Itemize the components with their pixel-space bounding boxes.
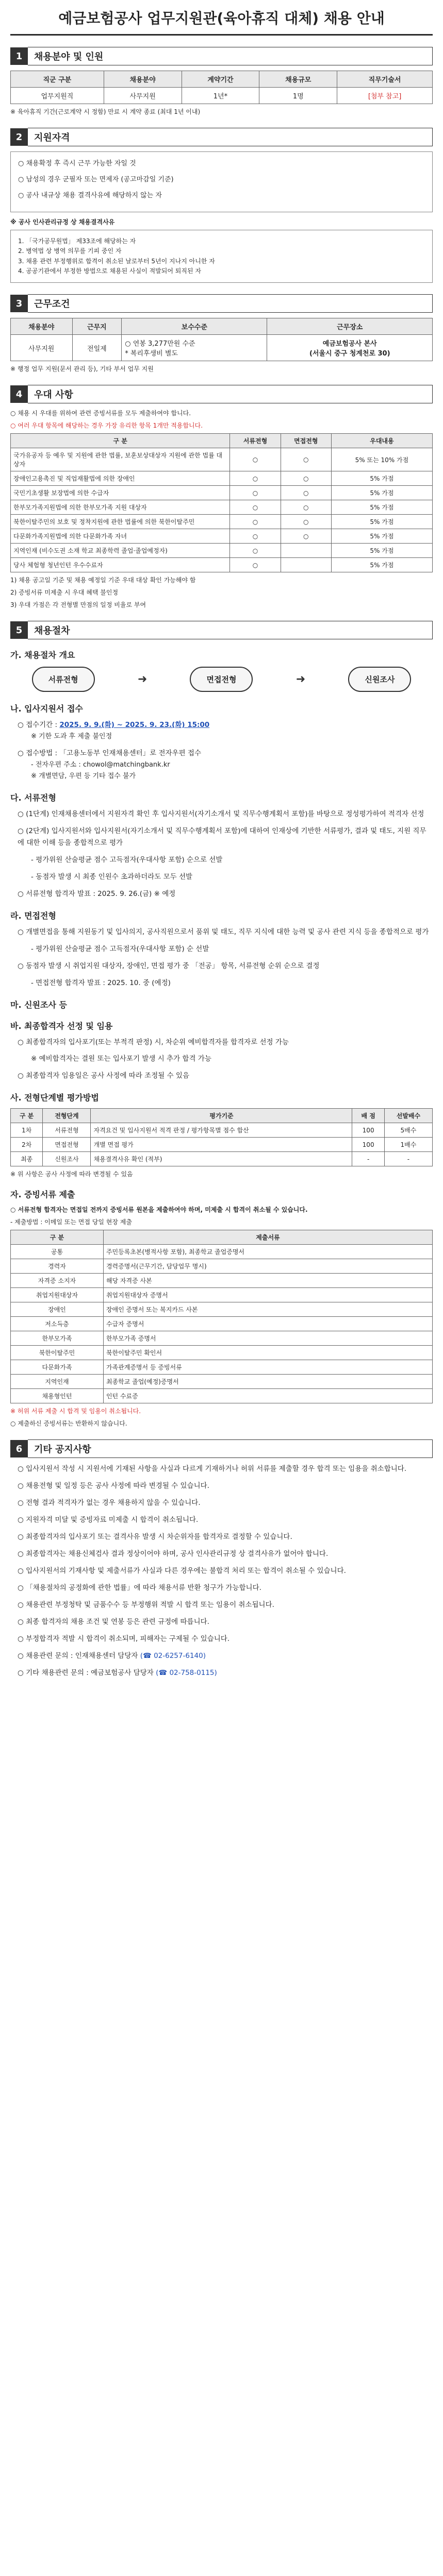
section-number: 2 — [10, 128, 28, 146]
table-cell: ○ — [230, 515, 281, 529]
email-line[interactable]: - 전자우편 주소 : chowol@matchingbank.kr — [31, 760, 170, 769]
table-header: 구 분 — [11, 1230, 104, 1245]
table-cell: 취업지원대상자 — [11, 1288, 104, 1302]
list-item: ○ 최종 합격자의 채용 조건 및 연봉 등은 관련 규정에 따릅니다. — [18, 1617, 209, 1626]
table-row — [11, 544, 433, 558]
table-row — [11, 1288, 433, 1302]
list-item: ○ (1단계) 인재채용센터에서 지원자격 확인 후 입사지원서(자기소개서 및 직무수행계획서 포함)를 바탕으로 정성평가하여 적격자 선정 — [18, 810, 424, 819]
list-item: 2. 병역법 상 병역 의무를 기피 중인 자 — [18, 247, 122, 255]
table-cell: 국민기초생활 보장법에 의한 수급자 — [11, 486, 230, 500]
table-cell: 5% 가점 — [331, 515, 432, 529]
table-header: 구 분 — [11, 1109, 43, 1123]
table-cell: 사무지원 — [11, 335, 73, 361]
section-number: 1 — [10, 47, 28, 65]
table-cell: 전일제 — [72, 335, 122, 361]
table-cell: 북한이탈주민 확인서 — [103, 1346, 432, 1360]
subsection-title: 자. 증빙서류 제출 — [10, 1190, 75, 1200]
subsection-title: 사. 전형단계별 평가방법 — [10, 1093, 99, 1103]
table-cell: 한부모가족 — [11, 1331, 104, 1346]
table-cell: 지역인재 — [11, 1375, 104, 1389]
table-cell: 100 — [352, 1123, 384, 1138]
table-note: ○ 제출하신 증빙서류는 반환하지 않습니다. — [10, 1420, 127, 1428]
section-title: 지원자격 — [28, 128, 433, 146]
table-cell: 장애인 — [11, 1302, 104, 1317]
notice-list — [10, 1463, 433, 1679]
table-cell: 수급자 증명서 — [103, 1317, 432, 1331]
table-header: 평가기준 — [91, 1109, 352, 1123]
table-cell: 100 — [352, 1138, 384, 1152]
table-cell: 1명 — [259, 88, 337, 104]
table-header: 직무기술서 — [337, 71, 433, 88]
table-header: 계약기간 — [182, 71, 259, 88]
table-cell: ○ — [281, 529, 331, 544]
table-row — [11, 1331, 433, 1346]
table-header: 직군 구분 — [11, 71, 104, 88]
table-header: 근무장소 — [267, 318, 433, 335]
section-4-header — [10, 385, 433, 403]
flow-step: 면접전형 — [190, 667, 253, 692]
table-row — [11, 1123, 433, 1138]
table-note: ※ 허위 서류 제출 시 합격 및 임용이 취소됩니다. — [10, 1408, 141, 1415]
table-cell: ○ — [230, 448, 281, 471]
section-title: 기타 공지사항 — [28, 1439, 433, 1458]
disqualification-title: ※ 공사 인사관리규정 상 채용결격사유 — [10, 218, 115, 226]
list-item — [18, 748, 433, 782]
table-header: 구 분 — [11, 434, 230, 448]
list-item: 3. 채용 관련 부정행위로 합격이 취소된 날로부터 5년이 지나지 아니한 자 — [18, 257, 215, 265]
table-cell: 장애인 증명서 또는 복지카드 사본 — [103, 1302, 432, 1317]
table-cell: 5% 또는 10% 가점 — [331, 448, 432, 471]
table-cell: ○ — [230, 500, 281, 515]
table-row — [11, 448, 433, 471]
table-cell: 지역인재 (비수도권 소재 학교 최종학력 졸업·졸업예정자) — [11, 544, 230, 558]
list-item: ○ 동점자 발생 시 취업지원 대상자, 장애인, 면접 평가 중 「전공」 항목, 서류전형 순위 순으로 결정 — [18, 961, 320, 970]
qualification-box — [10, 151, 433, 212]
section-2-header — [10, 128, 433, 146]
table-cell: 5% 가점 — [331, 500, 432, 515]
table-row — [11, 500, 433, 515]
table-cell: 5배수 — [384, 1123, 432, 1138]
final-list — [10, 1037, 433, 1082]
table-header: 보수수준 — [122, 318, 267, 335]
section-number: 5 — [10, 621, 28, 639]
table-header: 근무지 — [72, 318, 122, 335]
contact-item — [18, 1650, 433, 1662]
subsection-title: 가. 채용절차 개요 — [10, 650, 75, 660]
proof-sub: - 제출방법 : 이메일 또는 면접 당일 현장 제출 — [10, 1218, 132, 1226]
table-row — [11, 1245, 433, 1259]
table-cell: 당사 체험형 청년인턴 우수수료자 — [11, 558, 230, 572]
list-item: ○ 최종합격자의 입사포기(또는 부적격 판정) 시, 차순위 예비합격자를 합격자로 선정 가능 — [18, 1038, 289, 1046]
table-cell: 사무지원 — [104, 88, 182, 104]
table-row — [11, 486, 433, 500]
table-cell: 한부모가족 증명서 — [103, 1331, 432, 1346]
table-cell: [첨부 참고] — [337, 88, 433, 104]
table-cell: 가족관계증명서 등 증빙서류 — [103, 1360, 432, 1375]
table-footnote: 1) 채용 공고일 기준 및 채용 예정일 기준 우대 대상 확인 가능해야 함 — [10, 577, 196, 584]
table-cell: ○ — [281, 515, 331, 529]
table-row — [11, 1152, 433, 1166]
list-item: ○ 최종합격자 임용일은 공사 사정에 따라 조정될 수 있음 — [18, 1072, 190, 1080]
table-cell: 다문화가족지원법에 의한 다문화가족 자녀 — [11, 529, 230, 544]
table-cell: 채용형인턴 — [11, 1389, 104, 1403]
table-footnote: 3) 우대 가점은 각 전형별 만점의 일정 비율로 부여 — [10, 601, 146, 608]
list-item: - 면접전형 합격자 발표 : 2025. 10. 중 (예정) — [31, 978, 171, 987]
table-header: 전형단계 — [43, 1109, 91, 1123]
subsection-title: 마. 신원조사 등 — [10, 999, 67, 1010]
table-cell: 1차 — [11, 1123, 43, 1138]
table-cell: 저소득층 — [11, 1317, 104, 1331]
table-cell: ○ — [281, 448, 331, 471]
table-cell: 5% 가점 — [331, 529, 432, 544]
email-note: ※ 개별면담, 우편 등 기타 접수 불가 — [31, 772, 136, 781]
section-title: 근무조건 — [28, 294, 433, 313]
table-cell — [281, 558, 331, 572]
period-value: 2025. 9. 9.(화) ~ 2025. 9. 23.(화) 15:00 — [59, 721, 210, 729]
table-cell: 면접전형 — [43, 1138, 91, 1152]
list-item: ○ 채용확정 후 즉시 근무 가능한 자일 것 — [18, 160, 136, 167]
preference-table — [10, 433, 433, 572]
table-cell: 한부모가족지원법에 의한 한부모가족 지원 대상자 — [11, 500, 230, 515]
table-header: 서류전형 — [230, 434, 281, 448]
table-row — [11, 558, 433, 572]
condition-table — [10, 318, 433, 361]
table-cell: - — [352, 1152, 384, 1166]
section-1-header — [10, 47, 433, 65]
period-note: ※ 기한 도과 후 제출 불인정 — [31, 732, 112, 740]
list-item: ○ 개별면접을 통해 지원동기 및 입사의지, 공사직원으로서 품위 및 태도, 직무 지식에 대한 능력 및 공사 관련 지식 등을 종합적으로 평가 — [18, 927, 429, 936]
list-item — [18, 719, 433, 742]
list-item: ○ 서류전형 합격자 발표 : 2025. 9. 26.(금) ※ 예정 — [18, 889, 176, 898]
recruit-table — [10, 71, 433, 104]
preference-note: ○ 여러 우대 항목에 해당하는 경우 가장 유리한 항목 1개만 적용합니다. — [10, 422, 203, 429]
flow-step: 신원조사 — [348, 667, 411, 692]
table-row — [11, 1389, 433, 1403]
method-label: ○ 접수방법 : — [18, 749, 58, 758]
table-cell: ○ — [281, 500, 331, 515]
list-item: - 평가위원 산술평균 점수 고득점자(우대사항 포함) 순으로 선발 — [31, 855, 223, 864]
table-footnote: 2) 증빙서류 미제출 시 우대 혜택 불인정 — [10, 589, 119, 596]
list-item: ○ (2단계) 입사지원서와 입사지원서(자기소개서 및 직무수행계획서 포함)에 대하여 인재상에 기반한 서류평가, 결과 및 태도, 지원 직무에 대한 이해 등을 종합적으로 평가 — [18, 827, 426, 848]
table-cell: 해당 자격증 사본 — [103, 1274, 432, 1288]
table-header: 채용분야 — [104, 71, 182, 88]
table-cell: 5% 가점 — [331, 544, 432, 558]
section-title: 채용절차 — [28, 621, 433, 639]
table-row — [11, 1259, 433, 1274]
subsection-title: 다. 서류전형 — [10, 793, 56, 803]
list-item: ○ 입사지원서의 기재사항 및 제출서류가 사실과 다른 경우에는 불합격 처리 또는 합격이 취소될 수 있습니다. — [18, 1566, 346, 1575]
table-cell: ○ 연봉 3,277만원 수준 * 복리후생비 별도 — [122, 335, 267, 361]
table-header: 배 점 — [352, 1109, 384, 1123]
table-header: 채용규모 — [259, 71, 337, 88]
list-item: ○ 채용전형 및 일정 등은 공사 사정에 따라 변경될 수 있습니다. — [18, 1482, 209, 1490]
table-cell: ○ — [230, 558, 281, 572]
table-row — [11, 515, 433, 529]
table-cell: 국가유공자 등 예우 및 지원에 관한 법률, 보훈보상대상자 지원에 관한 법률 대상자 — [11, 448, 230, 471]
list-item: ○ 최종합격자의 입사포기 또는 결격사유 발생 시 차순위자를 합격자로 결정할 수 있습니다. — [18, 1533, 292, 1541]
list-item: ○ 입사지원서 작성 시 지원서에 기재된 사항을 사실과 다르게 기재하거나 허위 서류를 제출할 경우 합격 또는 임용을 취소합니다. — [18, 1465, 407, 1473]
table-note: ※ 육아휴직 기간(근로계약 시 정함) 만료 시 계약 종료 (최대 1년 이내) — [10, 108, 201, 115]
table-note: ※ 행정 업무 지원(문서 관리 등), 기타 부서 업무 지원 — [10, 365, 154, 372]
list-item: ○ 채용관련 부정청탁 및 금품수수 등 부정행위 적발 시 합격 또는 임용이 취소됩니다. — [18, 1600, 274, 1609]
table-cell: 자격증 소지자 — [11, 1274, 104, 1288]
table-cell: 주민등록초본(병적사항 포함), 최종학교 졸업증명서 — [103, 1245, 432, 1259]
list-item: ○ 지원자격 미달 및 증빙자료 미제출 시 합격이 취소됩니다. — [18, 1516, 199, 1524]
section-number: 3 — [10, 295, 28, 312]
table-cell: 5% 가점 — [331, 558, 432, 572]
table-cell: 최종 — [11, 1152, 43, 1166]
table-row — [11, 1346, 433, 1360]
table-cell: 인턴 수료증 — [103, 1389, 432, 1403]
list-item: ※ 예비합격자는 결원 또는 입사포기 발생 시 추가 합격 가능 — [31, 1055, 211, 1063]
arrow-right-icon: ➜ — [296, 673, 306, 686]
list-item: 4. 공공기관에서 부정한 방법으로 채용된 사실이 적발되어 퇴직된 자 — [18, 267, 201, 275]
table-row — [11, 1375, 433, 1389]
section-3-header — [10, 294, 433, 313]
table-cell — [281, 544, 331, 558]
section-number: 4 — [10, 385, 28, 403]
table-header: 선발배수 — [384, 1109, 432, 1123]
disqualification-box — [10, 230, 433, 283]
list-item: ○ 공사 내규상 채용 결격사유에 해당하지 않는 자 — [18, 191, 162, 199]
table-row — [11, 1138, 433, 1152]
table-cell: ○ — [230, 529, 281, 544]
contact-item — [18, 1667, 433, 1679]
table-cell: 개별 면접 평가 — [91, 1138, 352, 1152]
table-row — [11, 335, 433, 361]
table-cell: 최종학교 졸업(예정)증명서 — [103, 1375, 432, 1389]
application-list — [10, 719, 433, 782]
section-number: 6 — [10, 1440, 28, 1458]
table-cell: 채용결격사유 확인 (적부) — [91, 1152, 352, 1166]
list-item: 1. 「국가공무원법」 제33조에 해당하는 자 — [18, 238, 136, 245]
table-cell: ○ — [230, 486, 281, 500]
list-item: ○ 전형 결과 적격자가 없는 경우 채용하지 않을 수 있습니다. — [18, 1499, 201, 1507]
list-item: ○ 최종합격자는 채용신체검사 결과 정상이어야 하며, 공사 인사관리규정 상 결격사유가 없어야 합니다. — [18, 1550, 329, 1558]
table-cell: 2차 — [11, 1138, 43, 1152]
section-6-header — [10, 1439, 433, 1458]
evaluation-table — [10, 1108, 433, 1166]
table-cell: ○ — [281, 486, 331, 500]
table-cell: ○ — [281, 471, 331, 486]
table-cell: 5% 가점 — [331, 486, 432, 500]
table-header: 면접전형 — [281, 434, 331, 448]
section-title: 우대 사항 — [28, 385, 433, 403]
table-cell: 1배수 — [384, 1138, 432, 1152]
table-cell: 북한이탈주민의 보호 및 정착지원에 관한 법률에 의한 북한이탈주민 — [11, 515, 230, 529]
list-item: ○ 부정합격자 적발 시 합격이 취소되며, 피해자는 구제될 수 있습니다. — [18, 1634, 230, 1643]
flow-step: 서류전형 — [32, 667, 95, 692]
section-5-header — [10, 621, 433, 639]
proof-intro: ○ 서류전형 합격자는 면접일 전까지 증빙서류 원본을 제출하여야 하며, 미제출 시 합격이 취소될 수 있습니다. — [10, 1206, 308, 1214]
table-cell: 경력증명서(근무기간, 담당업무 명시) — [103, 1259, 432, 1274]
subsection-title: 나. 입사지원서 접수 — [10, 704, 83, 714]
section-title: 채용분야 및 인원 — [28, 47, 433, 65]
contact-label: ○ 기타 채용관련 문의 : 예금보험공사 담당자 — [18, 1668, 154, 1677]
table-header: 채용분야 — [11, 318, 73, 335]
table-note: ※ 위 사항은 공사 사정에 따라 변경될 수 있음 — [10, 1171, 133, 1178]
table-cell: 1년* — [182, 88, 259, 104]
table-cell: 북한이탈주민 — [11, 1346, 104, 1360]
table-cell: 신원조사 — [43, 1152, 91, 1166]
list-item: - 평가위원 산술평균 점수 고득점자(우대사항 포함) 순 선발 — [31, 944, 209, 953]
subsection-title: 라. 면접전형 — [10, 910, 56, 921]
page-title: 예금보험공사 업무지원관(육아휴직 대체) 채용 안내 — [10, 0, 433, 36]
list-item: - 동점자 발생 시 최종 인원수 초과하더라도 모두 선발 — [31, 872, 193, 881]
list-item: ○ 남성의 경우 군필자 또는 면제자 (공고마감일 기준) — [18, 175, 174, 183]
table-cell: ○ — [230, 544, 281, 558]
table-row — [11, 1360, 433, 1375]
table-cell: 업무지원직 — [11, 88, 104, 104]
table-cell: 서류전형 — [43, 1123, 91, 1138]
preference-note: ○ 채용 시 우대를 위하여 관련 증빙서류를 모두 제출하여야 합니다. — [10, 410, 191, 417]
table-cell: 다문화가족 — [11, 1360, 104, 1375]
table-row — [11, 1302, 433, 1317]
process-flow — [10, 667, 433, 692]
document-screening-list — [10, 808, 433, 900]
table-row — [11, 1317, 433, 1331]
notice-page — [10, 0, 433, 1679]
contact-phone[interactable]: (☎ 02-6257-6140) — [140, 1651, 206, 1660]
table-cell: 장애인고용촉진 및 직업재활법에 의한 장애인 — [11, 471, 230, 486]
table-cell: ○ — [230, 471, 281, 486]
contact-label: ○ 채용관련 문의 : 인재채용센터 담당자 — [18, 1651, 138, 1660]
table-header: 우대내용 — [331, 434, 432, 448]
table-cell: 5% 가점 — [331, 471, 432, 486]
proof-table — [10, 1230, 433, 1403]
contact-phone[interactable]: (☎ 02-758-0115) — [156, 1668, 217, 1677]
table-cell: 취업지원대상자 증명서 — [103, 1288, 432, 1302]
table-row — [11, 471, 433, 486]
table-header: 제출서류 — [103, 1230, 432, 1245]
list-item: ○ 「채용절차의 공정화에 관한 법률」에 따라 채용서류 반환 청구가 가능합니다. — [18, 1583, 261, 1592]
table-row — [11, 88, 433, 104]
period-label: ○ 접수기간 : — [18, 721, 58, 729]
table-row — [11, 529, 433, 544]
method-value: 「고용노동부 인재채용센터」로 전자우편 접수 — [59, 749, 201, 758]
table-cell: 경력자 — [11, 1259, 104, 1274]
table-cell: 자격요건 및 입사지원서 적격 판정 / 평가항목별 점수 합산 — [91, 1123, 352, 1138]
subsection-title: 바. 최종합격자 선정 및 임용 — [10, 1021, 113, 1031]
table-cell: - — [384, 1152, 432, 1166]
table-row — [11, 1274, 433, 1288]
arrow-right-icon: ➜ — [137, 673, 147, 686]
table-cell: 공통 — [11, 1245, 104, 1259]
table-cell: 예금보험공사 본사 (서울시 중구 청계천로 30) — [267, 335, 433, 361]
interview-list — [10, 926, 433, 989]
